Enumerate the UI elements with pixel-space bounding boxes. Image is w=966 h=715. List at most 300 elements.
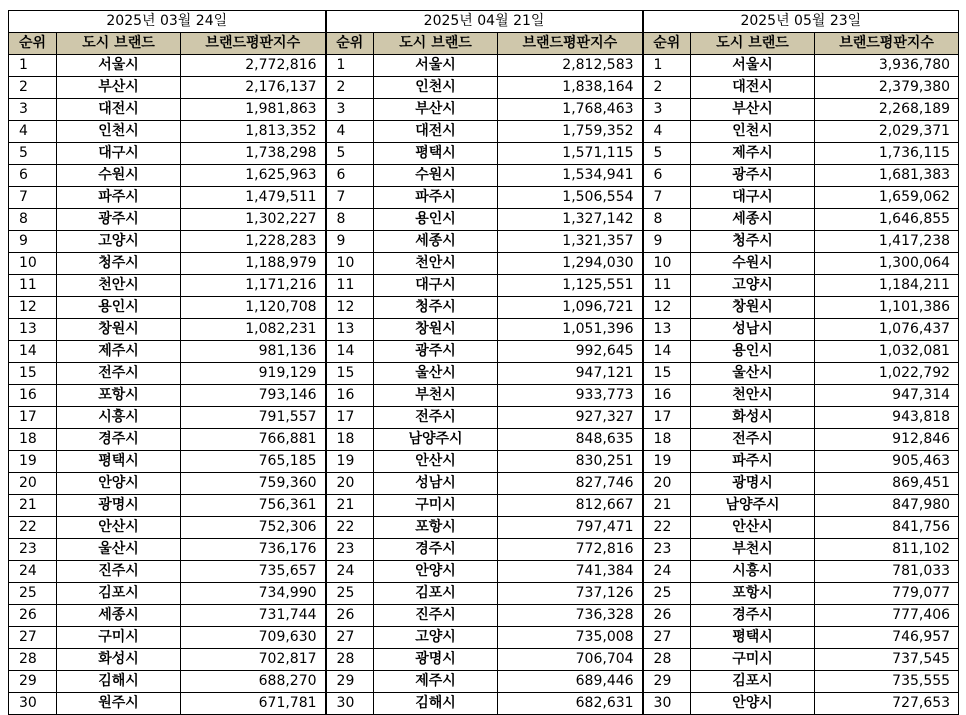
rank-cell: 10	[643, 253, 691, 275]
score-cell: 1,076,437	[815, 319, 959, 341]
rank-cell: 4	[326, 121, 374, 143]
rank-cell: 6	[326, 165, 374, 187]
score-cell: 797,471	[498, 517, 643, 539]
city-cell: 광주시	[691, 165, 815, 187]
score-cell: 1,082,231	[181, 319, 326, 341]
city-cell: 원주시	[57, 693, 181, 715]
city-cell: 파주시	[57, 187, 181, 209]
city-cell: 안양시	[374, 561, 498, 583]
header-city: 도시 브랜드	[57, 33, 181, 55]
city-cell: 평택시	[374, 143, 498, 165]
table-row	[9, 539, 959, 561]
score-cell: 869,451	[815, 473, 959, 495]
city-cell: 경주시	[691, 605, 815, 627]
rank-cell: 14	[326, 341, 374, 363]
score-cell: 766,881	[181, 429, 326, 451]
rank-cell: 19	[643, 451, 691, 473]
table-row	[9, 451, 959, 473]
city-cell: 성남시	[691, 319, 815, 341]
city-cell: 인천시	[691, 121, 815, 143]
score-cell: 1,417,238	[815, 231, 959, 253]
rank-cell: 5	[326, 143, 374, 165]
date-row	[9, 11, 959, 33]
score-cell: 841,756	[815, 517, 959, 539]
score-cell: 1,981,863	[181, 99, 326, 121]
score-cell: 1,120,708	[181, 297, 326, 319]
rank-cell: 4	[643, 121, 691, 143]
period-date-3: 2025년 05월 23일	[643, 11, 959, 33]
rank-cell: 27	[643, 627, 691, 649]
city-cell: 천안시	[57, 275, 181, 297]
city-cell: 용인시	[57, 297, 181, 319]
rank-cell: 23	[9, 539, 57, 561]
city-cell: 구미시	[374, 495, 498, 517]
score-cell: 1,125,551	[498, 275, 643, 297]
rank-cell: 5	[9, 143, 57, 165]
score-cell: 1,681,383	[815, 165, 959, 187]
score-cell: 689,446	[498, 671, 643, 693]
score-cell: 741,384	[498, 561, 643, 583]
table-row	[9, 605, 959, 627]
score-cell: 1,838,164	[498, 77, 643, 99]
score-cell: 1,646,855	[815, 209, 959, 231]
rank-cell: 30	[643, 693, 691, 715]
score-cell: 1,302,227	[181, 209, 326, 231]
score-cell: 746,957	[815, 627, 959, 649]
city-cell: 남양주시	[374, 429, 498, 451]
score-cell: 735,008	[498, 627, 643, 649]
city-cell: 서울시	[374, 55, 498, 77]
rank-cell: 11	[326, 275, 374, 297]
city-cell: 광명시	[57, 495, 181, 517]
table-row	[9, 231, 959, 253]
rank-cell: 24	[643, 561, 691, 583]
city-cell: 용인시	[374, 209, 498, 231]
city-cell: 김해시	[57, 671, 181, 693]
rank-cell: 28	[9, 649, 57, 671]
city-cell: 대전시	[691, 77, 815, 99]
score-cell: 1,032,081	[815, 341, 959, 363]
table-row	[9, 627, 959, 649]
score-cell: 688,270	[181, 671, 326, 693]
score-cell: 772,816	[498, 539, 643, 561]
rank-cell: 9	[643, 231, 691, 253]
rank-cell: 4	[9, 121, 57, 143]
period-date-1: 2025년 03월 24일	[9, 11, 326, 33]
rank-cell: 29	[9, 671, 57, 693]
city-cell: 울산시	[691, 363, 815, 385]
score-cell: 1,327,142	[498, 209, 643, 231]
city-cell: 부산시	[374, 99, 498, 121]
table-row	[9, 275, 959, 297]
score-cell: 1,738,298	[181, 143, 326, 165]
table-row	[9, 693, 959, 715]
city-cell: 창원시	[374, 319, 498, 341]
city-cell: 광명시	[691, 473, 815, 495]
city-cell: 제주시	[374, 671, 498, 693]
score-cell: 1,051,396	[498, 319, 643, 341]
rank-cell: 8	[643, 209, 691, 231]
rank-cell: 14	[643, 341, 691, 363]
score-cell: 1,736,115	[815, 143, 959, 165]
city-cell: 전주시	[374, 407, 498, 429]
table-row	[9, 561, 959, 583]
rank-cell: 25	[9, 583, 57, 605]
city-cell: 수원시	[691, 253, 815, 275]
rank-cell: 16	[9, 385, 57, 407]
score-cell: 779,077	[815, 583, 959, 605]
city-cell: 용인시	[691, 341, 815, 363]
city-cell: 평택시	[57, 451, 181, 473]
score-cell: 1,659,062	[815, 187, 959, 209]
rank-cell: 10	[326, 253, 374, 275]
city-cell: 인천시	[57, 121, 181, 143]
rank-cell: 17	[326, 407, 374, 429]
score-cell: 847,980	[815, 495, 959, 517]
table-row	[9, 429, 959, 451]
rank-cell: 30	[326, 693, 374, 715]
table-row	[9, 99, 959, 121]
rank-cell: 24	[326, 561, 374, 583]
score-cell: 1,294,030	[498, 253, 643, 275]
rank-cell: 22	[9, 517, 57, 539]
score-cell: 933,773	[498, 385, 643, 407]
rank-cell: 16	[643, 385, 691, 407]
header-city: 도시 브랜드	[691, 33, 815, 55]
score-cell: 671,781	[181, 693, 326, 715]
rank-cell: 17	[643, 407, 691, 429]
rank-cell: 7	[326, 187, 374, 209]
rank-cell: 13	[643, 319, 691, 341]
city-cell: 남양주시	[691, 495, 815, 517]
city-cell: 부산시	[57, 77, 181, 99]
rank-cell: 6	[9, 165, 57, 187]
score-cell: 781,033	[815, 561, 959, 583]
rank-cell: 20	[643, 473, 691, 495]
rank-cell: 24	[9, 561, 57, 583]
rank-cell: 8	[326, 209, 374, 231]
city-cell: 부산시	[691, 99, 815, 121]
table-row	[9, 517, 959, 539]
table-row	[9, 407, 959, 429]
city-cell: 수원시	[374, 165, 498, 187]
score-cell: 737,545	[815, 649, 959, 671]
score-cell: 737,126	[498, 583, 643, 605]
rank-cell: 20	[9, 473, 57, 495]
city-cell: 서울시	[57, 55, 181, 77]
score-cell: 1,813,352	[181, 121, 326, 143]
score-cell: 709,630	[181, 627, 326, 649]
score-cell: 947,121	[498, 363, 643, 385]
rank-cell: 6	[643, 165, 691, 187]
rank-cell: 15	[643, 363, 691, 385]
city-cell: 포항시	[57, 385, 181, 407]
table-row	[9, 209, 959, 231]
rank-cell: 1	[326, 55, 374, 77]
score-cell: 1,300,064	[815, 253, 959, 275]
table-row	[9, 583, 959, 605]
table-row	[9, 649, 959, 671]
score-cell: 927,327	[498, 407, 643, 429]
score-cell: 765,185	[181, 451, 326, 473]
score-cell: 981,136	[181, 341, 326, 363]
score-cell: 735,555	[815, 671, 959, 693]
score-cell: 3,936,780	[815, 55, 959, 77]
table-row	[9, 495, 959, 517]
rank-cell: 26	[643, 605, 691, 627]
rank-cell: 21	[9, 495, 57, 517]
brand-reputation-table	[8, 10, 959, 715]
rank-cell: 3	[326, 99, 374, 121]
score-cell: 992,645	[498, 341, 643, 363]
rank-cell: 21	[326, 495, 374, 517]
city-cell: 대전시	[374, 121, 498, 143]
city-cell: 인천시	[374, 77, 498, 99]
score-cell: 1,768,463	[498, 99, 643, 121]
table-row	[9, 385, 959, 407]
rank-cell: 8	[9, 209, 57, 231]
rank-cell: 2	[326, 77, 374, 99]
score-cell: 2,176,137	[181, 77, 326, 99]
city-cell: 청주시	[374, 297, 498, 319]
score-cell: 706,704	[498, 649, 643, 671]
city-cell: 안산시	[374, 451, 498, 473]
score-cell: 752,306	[181, 517, 326, 539]
city-cell: 대구시	[374, 275, 498, 297]
score-cell: 727,653	[815, 693, 959, 715]
rank-cell: 2	[643, 77, 691, 99]
rank-cell: 26	[326, 605, 374, 627]
city-cell: 파주시	[374, 187, 498, 209]
city-cell: 파주시	[691, 451, 815, 473]
rank-cell: 28	[643, 649, 691, 671]
score-cell: 1,571,115	[498, 143, 643, 165]
city-cell: 울산시	[57, 539, 181, 561]
score-cell: 2,029,371	[815, 121, 959, 143]
rank-cell: 1	[9, 55, 57, 77]
score-cell: 736,176	[181, 539, 326, 561]
table-row	[9, 143, 959, 165]
table-body	[9, 11, 959, 715]
score-cell: 2,379,380	[815, 77, 959, 99]
score-cell: 682,631	[498, 693, 643, 715]
rank-cell: 20	[326, 473, 374, 495]
city-cell: 경주시	[374, 539, 498, 561]
city-cell: 안양시	[57, 473, 181, 495]
table-row	[9, 319, 959, 341]
rank-cell: 19	[9, 451, 57, 473]
rank-cell: 25	[326, 583, 374, 605]
rank-cell: 18	[326, 429, 374, 451]
rank-cell: 23	[643, 539, 691, 561]
rank-cell: 22	[326, 517, 374, 539]
city-cell: 구미시	[57, 627, 181, 649]
city-cell: 수원시	[57, 165, 181, 187]
score-cell: 905,463	[815, 451, 959, 473]
header-row	[9, 33, 959, 55]
city-cell: 고양시	[374, 627, 498, 649]
score-cell: 1,228,283	[181, 231, 326, 253]
city-cell: 포항시	[374, 517, 498, 539]
score-cell: 1,321,357	[498, 231, 643, 253]
rank-cell: 19	[326, 451, 374, 473]
rank-cell: 3	[9, 99, 57, 121]
rank-cell: 13	[326, 319, 374, 341]
rank-cell: 9	[9, 231, 57, 253]
rank-cell: 27	[9, 627, 57, 649]
city-cell: 울산시	[374, 363, 498, 385]
city-cell: 광명시	[374, 649, 498, 671]
header-score: 브랜드평판지수	[498, 33, 643, 55]
rank-cell: 12	[9, 297, 57, 319]
score-cell: 2,812,583	[498, 55, 643, 77]
rank-cell: 2	[9, 77, 57, 99]
rank-cell: 11	[9, 275, 57, 297]
header-score: 브랜드평판지수	[815, 33, 959, 55]
table-row	[9, 473, 959, 495]
rank-cell: 5	[643, 143, 691, 165]
score-cell: 947,314	[815, 385, 959, 407]
rank-cell: 12	[643, 297, 691, 319]
city-cell: 세종시	[57, 605, 181, 627]
city-cell: 포항시	[691, 583, 815, 605]
city-cell: 대구시	[691, 187, 815, 209]
rank-cell: 16	[326, 385, 374, 407]
score-cell: 1,022,792	[815, 363, 959, 385]
rank-cell: 15	[326, 363, 374, 385]
city-cell: 광주시	[57, 209, 181, 231]
rank-cell: 25	[643, 583, 691, 605]
rank-cell: 3	[643, 99, 691, 121]
table-row	[9, 187, 959, 209]
score-cell: 1,759,352	[498, 121, 643, 143]
table-row	[9, 165, 959, 187]
rank-cell: 28	[326, 649, 374, 671]
rank-cell: 23	[326, 539, 374, 561]
city-cell: 세종시	[374, 231, 498, 253]
rank-cell: 29	[326, 671, 374, 693]
city-cell: 전주시	[691, 429, 815, 451]
header-rank: 순위	[9, 33, 57, 55]
city-cell: 안양시	[691, 693, 815, 715]
table-row	[9, 341, 959, 363]
table-row	[9, 363, 959, 385]
city-cell: 광주시	[374, 341, 498, 363]
score-cell: 919,129	[181, 363, 326, 385]
score-cell: 1,096,721	[498, 297, 643, 319]
score-cell: 777,406	[815, 605, 959, 627]
rank-cell: 7	[643, 187, 691, 209]
score-cell: 791,557	[181, 407, 326, 429]
rank-cell: 9	[326, 231, 374, 253]
city-cell: 천안시	[374, 253, 498, 275]
score-cell: 2,772,816	[181, 55, 326, 77]
city-cell: 진주시	[374, 605, 498, 627]
city-cell: 안산시	[57, 517, 181, 539]
city-cell: 김포시	[691, 671, 815, 693]
city-cell: 제주시	[57, 341, 181, 363]
city-cell: 김포시	[374, 583, 498, 605]
score-cell: 1,101,386	[815, 297, 959, 319]
rank-cell: 17	[9, 407, 57, 429]
rank-cell: 18	[9, 429, 57, 451]
city-cell: 서울시	[691, 55, 815, 77]
rank-cell: 27	[326, 627, 374, 649]
rank-cell: 13	[9, 319, 57, 341]
score-cell: 1,171,216	[181, 275, 326, 297]
rank-cell: 7	[9, 187, 57, 209]
score-cell: 1,534,941	[498, 165, 643, 187]
header-rank: 순위	[643, 33, 691, 55]
score-cell: 1,625,963	[181, 165, 326, 187]
score-cell: 1,184,211	[815, 275, 959, 297]
city-cell: 김포시	[57, 583, 181, 605]
city-cell: 안산시	[691, 517, 815, 539]
city-cell: 제주시	[691, 143, 815, 165]
city-cell: 청주시	[57, 253, 181, 275]
rank-cell: 18	[643, 429, 691, 451]
table-row	[9, 297, 959, 319]
rank-cell: 10	[9, 253, 57, 275]
city-cell: 부천시	[374, 385, 498, 407]
city-cell: 시흥시	[691, 561, 815, 583]
rank-cell: 15	[9, 363, 57, 385]
city-cell: 구미시	[691, 649, 815, 671]
table-row	[9, 55, 959, 77]
city-cell: 창원시	[57, 319, 181, 341]
city-cell: 천안시	[691, 385, 815, 407]
rank-cell: 14	[9, 341, 57, 363]
city-cell: 화성시	[57, 649, 181, 671]
score-cell: 731,744	[181, 605, 326, 627]
city-cell: 평택시	[691, 627, 815, 649]
rank-cell: 21	[643, 495, 691, 517]
rank-cell: 22	[643, 517, 691, 539]
score-cell: 1,188,979	[181, 253, 326, 275]
rank-cell: 12	[326, 297, 374, 319]
period-date-2: 2025년 04월 21일	[326, 11, 643, 33]
score-cell: 736,328	[498, 605, 643, 627]
city-cell: 세종시	[691, 209, 815, 231]
rank-cell: 26	[9, 605, 57, 627]
city-cell: 고양시	[57, 231, 181, 253]
score-cell: 734,990	[181, 583, 326, 605]
header-score: 브랜드평판지수	[181, 33, 326, 55]
table-row	[9, 253, 959, 275]
score-cell: 759,360	[181, 473, 326, 495]
score-cell: 912,846	[815, 429, 959, 451]
score-cell: 793,146	[181, 385, 326, 407]
ranking-table-container	[8, 10, 958, 715]
score-cell: 812,667	[498, 495, 643, 517]
city-cell: 고양시	[691, 275, 815, 297]
city-cell: 대전시	[57, 99, 181, 121]
score-cell: 756,361	[181, 495, 326, 517]
header-city: 도시 브랜드	[374, 33, 498, 55]
city-cell: 경주시	[57, 429, 181, 451]
city-cell: 대구시	[57, 143, 181, 165]
rank-cell: 1	[643, 55, 691, 77]
city-cell: 창원시	[691, 297, 815, 319]
score-cell: 830,251	[498, 451, 643, 473]
table-row	[9, 121, 959, 143]
score-cell: 1,479,511	[181, 187, 326, 209]
city-cell: 김해시	[374, 693, 498, 715]
score-cell: 702,817	[181, 649, 326, 671]
rank-cell: 30	[9, 693, 57, 715]
rank-cell: 11	[643, 275, 691, 297]
score-cell: 2,268,189	[815, 99, 959, 121]
